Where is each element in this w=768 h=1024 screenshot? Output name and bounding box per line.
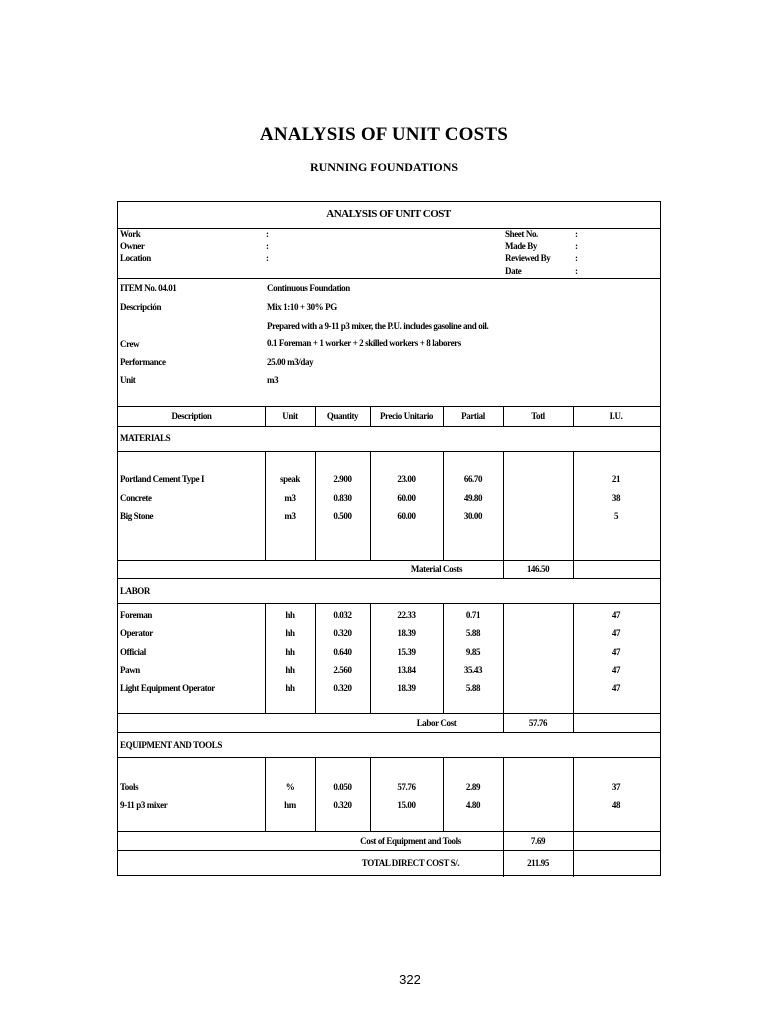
date-label: Date bbox=[505, 266, 522, 276]
labor-row-cell-price: 13.84 bbox=[397, 664, 416, 675]
col-rule-total-labor bbox=[503, 603, 504, 732]
labor-row-cell-unit: hh bbox=[285, 646, 295, 657]
col-head-partial: Partial bbox=[461, 411, 485, 421]
col-head-description: Description bbox=[171, 411, 212, 421]
unit-value: m3 bbox=[267, 375, 279, 385]
reviewed-by-colon: : bbox=[575, 253, 578, 263]
labor-row-cell-price: 15.39 bbox=[397, 646, 416, 657]
labor-row-cell-partial: 5.88 bbox=[465, 628, 481, 639]
materials-row-cell-description: Portland Cement Type I bbox=[120, 474, 205, 484]
equipment-row-cell-iu: 37 bbox=[611, 782, 621, 792]
labor-row-cell-quantity: 0.640 bbox=[333, 646, 352, 657]
made-by-label: Made By bbox=[505, 241, 537, 251]
labor-row-cell-description: Official bbox=[120, 646, 146, 657]
col-head-total: Totl bbox=[531, 411, 545, 421]
location-label: Location bbox=[120, 253, 151, 263]
materials-row-cell-partial: 49.80 bbox=[463, 492, 483, 503]
equipment-row-cell-partial: 4.80 bbox=[465, 800, 481, 810]
sheet-no-label: Sheet No. bbox=[505, 229, 538, 239]
labor-subtotal-value: 57.76 bbox=[528, 718, 548, 728]
materials-row-cell-price: 60.00 bbox=[397, 511, 416, 521]
labor-row-cell-description: Foreman bbox=[120, 610, 153, 620]
rule-equipment-end bbox=[118, 831, 660, 832]
col-head-iu: I.U. bbox=[609, 411, 623, 421]
labor-row-cell-quantity: 0.320 bbox=[333, 628, 352, 639]
equipment-row-cell-description: Tools bbox=[120, 782, 139, 792]
rule-colhead-bottom bbox=[118, 426, 660, 427]
materials-row-cell-iu: 21 bbox=[611, 474, 621, 484]
col-rule-qty-equipment bbox=[315, 757, 316, 831]
labor-row-cell-quantity: 0.320 bbox=[333, 683, 352, 694]
rule-materials-subtotal bbox=[118, 578, 660, 579]
equipment-subtotal-label: Cost of Equipment and Tools bbox=[360, 836, 461, 846]
equipment-row-cell-partial: 2.89 bbox=[465, 782, 481, 792]
col-head-quantity: Quantity bbox=[326, 411, 359, 421]
labor-row-cell-unit: hh bbox=[285, 628, 295, 639]
materials-row-cell-quantity: 0.830 bbox=[333, 492, 352, 503]
materials-row-cell-iu: 5 bbox=[613, 511, 619, 521]
materials-row-cell-iu: 38 bbox=[611, 492, 621, 503]
crew-value: 0.1 Foreman + 1 worker + 2 skilled workers + 8 laborers bbox=[267, 338, 461, 348]
total-direct-cost-value: 211.95 bbox=[527, 858, 549, 868]
sheet-no-colon: : bbox=[575, 229, 578, 239]
materials-heading: MATERIALS bbox=[120, 433, 171, 443]
document-subtitle: RUNNING FOUNDATIONS bbox=[309, 160, 459, 174]
page-number: 322 bbox=[399, 972, 421, 987]
col-head-unit: Unit bbox=[282, 411, 298, 421]
rule-materials-heading bbox=[118, 451, 660, 452]
box-title: ANALYSIS OF UNIT COST bbox=[326, 208, 451, 220]
materials-row-cell-quantity: 0.500 bbox=[333, 511, 352, 521]
labor-row-cell-iu: 47 bbox=[611, 683, 621, 694]
work-label: Work bbox=[120, 229, 141, 239]
materials-subtotal-label: Material Costs bbox=[410, 564, 463, 574]
rule-colhead-top bbox=[118, 406, 660, 407]
labor-row-cell-description: Light Equipment Operator bbox=[120, 683, 215, 694]
rule-labor-end bbox=[118, 713, 660, 714]
rule-equipment-heading bbox=[118, 757, 660, 758]
description-note: Prepared with a 9-11 p3 mixer, the P.U. includes gasoline and oil. bbox=[267, 321, 489, 331]
materials-row-cell-price: 23.00 bbox=[397, 474, 416, 484]
col-rule-partial-equipment bbox=[443, 757, 444, 831]
col-rule-price-equipment bbox=[370, 757, 371, 831]
rule-title-bottom bbox=[118, 228, 660, 229]
labor-row-cell-unit: hh bbox=[285, 610, 295, 620]
equipment-row-cell-description: 9-11 p3 mixer bbox=[120, 800, 168, 810]
labor-row-cell-quantity: 0.032 bbox=[333, 610, 352, 620]
date-colon: : bbox=[575, 266, 578, 276]
equipment-row-cell-unit: % bbox=[285, 782, 295, 792]
labor-row-cell-price: 22.33 bbox=[397, 610, 416, 620]
equipment-heading: EQUIPMENT AND TOOLS bbox=[120, 740, 222, 750]
labor-row-cell-price: 18.39 bbox=[397, 683, 416, 694]
labor-row-cell-partial: 9.85 bbox=[465, 646, 481, 657]
labor-row-cell-description: Pawn bbox=[120, 664, 140, 675]
materials-row-cell-unit: m3 bbox=[284, 511, 296, 521]
materials-row-cell-price: 60.00 bbox=[397, 492, 416, 503]
col-rule-unit-materials bbox=[265, 451, 266, 560]
performance-label: Performance bbox=[120, 357, 166, 367]
labor-heading: LABOR bbox=[120, 586, 151, 596]
work-colon: : bbox=[266, 229, 269, 239]
labor-row-cell-partial: 5.88 bbox=[465, 683, 481, 694]
equipment-row-cell-quantity: 0.050 bbox=[333, 782, 352, 792]
labor-row-cell-price: 18.39 bbox=[397, 628, 416, 639]
description-value: Mix 1:10 + 30% PG bbox=[267, 302, 337, 312]
col-rule-partial-materials bbox=[443, 451, 444, 560]
col-rule-unit-equipment bbox=[265, 757, 266, 831]
unit-label: Unit bbox=[120, 375, 136, 385]
labor-row-cell-iu: 47 bbox=[611, 664, 621, 675]
owner-label: Owner bbox=[120, 241, 145, 251]
col-rule-qty-materials bbox=[315, 451, 316, 560]
materials-row-cell-quantity: 2.900 bbox=[333, 474, 352, 484]
materials-row-cell-partial: 66.70 bbox=[463, 474, 483, 484]
equipment-subtotal-value: 7.69 bbox=[530, 836, 546, 846]
reviewed-by-label: Reviewed By bbox=[505, 253, 551, 263]
equipment-row-cell-price: 15.00 bbox=[397, 800, 416, 810]
rule-labor-subtotal bbox=[118, 732, 660, 733]
materials-row-cell-partial: 30.00 bbox=[463, 511, 483, 521]
rule-equipment-subtotal bbox=[118, 850, 660, 851]
equipment-row-cell-quantity: 0.320 bbox=[333, 800, 352, 810]
equipment-row-cell-price: 57.76 bbox=[397, 782, 416, 792]
performance-value: 25.00 m3/day bbox=[267, 357, 314, 367]
labor-subtotal-label: Labor Cost bbox=[416, 718, 457, 728]
item-label: ITEM No. 04.01 bbox=[120, 283, 177, 293]
labor-row-cell-partial: 0.71 bbox=[465, 610, 481, 620]
materials-subtotal-value: 146.50 bbox=[526, 564, 550, 574]
labor-row-cell-partial: 35.43 bbox=[463, 664, 483, 675]
materials-row-cell-unit: m3 bbox=[284, 492, 296, 503]
col-rule-price-materials bbox=[370, 451, 371, 560]
col-rule-iu-equipment bbox=[573, 757, 574, 877]
rule-labor-heading bbox=[118, 603, 660, 604]
rule-header-bottom bbox=[118, 278, 660, 279]
equipment-row-cell-iu: 48 bbox=[611, 800, 621, 810]
equipment-row-cell-unit: hm bbox=[284, 800, 296, 810]
owner-colon: : bbox=[266, 241, 269, 251]
labor-row-cell-unit: hh bbox=[285, 664, 295, 675]
location-colon: : bbox=[266, 253, 269, 263]
made-by-colon: : bbox=[575, 241, 578, 251]
materials-row-cell-unit: speak bbox=[279, 474, 300, 484]
crew-label: Crew bbox=[120, 339, 140, 349]
materials-row-cell-description: Big Stone bbox=[120, 511, 154, 521]
labor-row-cell-unit: hh bbox=[285, 683, 295, 694]
item-value: Continuous Foundation bbox=[267, 283, 350, 293]
labor-row-cell-quantity: 2.560 bbox=[333, 664, 352, 675]
total-direct-cost-label: TOTAL DIRECT COST S/. bbox=[361, 858, 460, 868]
document-title: ANALYSIS OF UNIT COSTS bbox=[259, 124, 509, 145]
description-label: Descripción bbox=[120, 302, 162, 312]
labor-row-cell-description: Operator bbox=[120, 628, 153, 639]
materials-row-cell-description: Concrete bbox=[120, 492, 152, 503]
labor-row-cell-iu: 47 bbox=[611, 628, 621, 639]
labor-row-cell-iu: 47 bbox=[611, 646, 621, 657]
rule-materials-end bbox=[118, 560, 660, 561]
unit-cost-sheet bbox=[117, 201, 661, 876]
col-rule-total-materials bbox=[503, 451, 504, 578]
col-head-price: Precio Unitario bbox=[379, 411, 434, 421]
labor-row-cell-iu: 47 bbox=[611, 610, 621, 620]
